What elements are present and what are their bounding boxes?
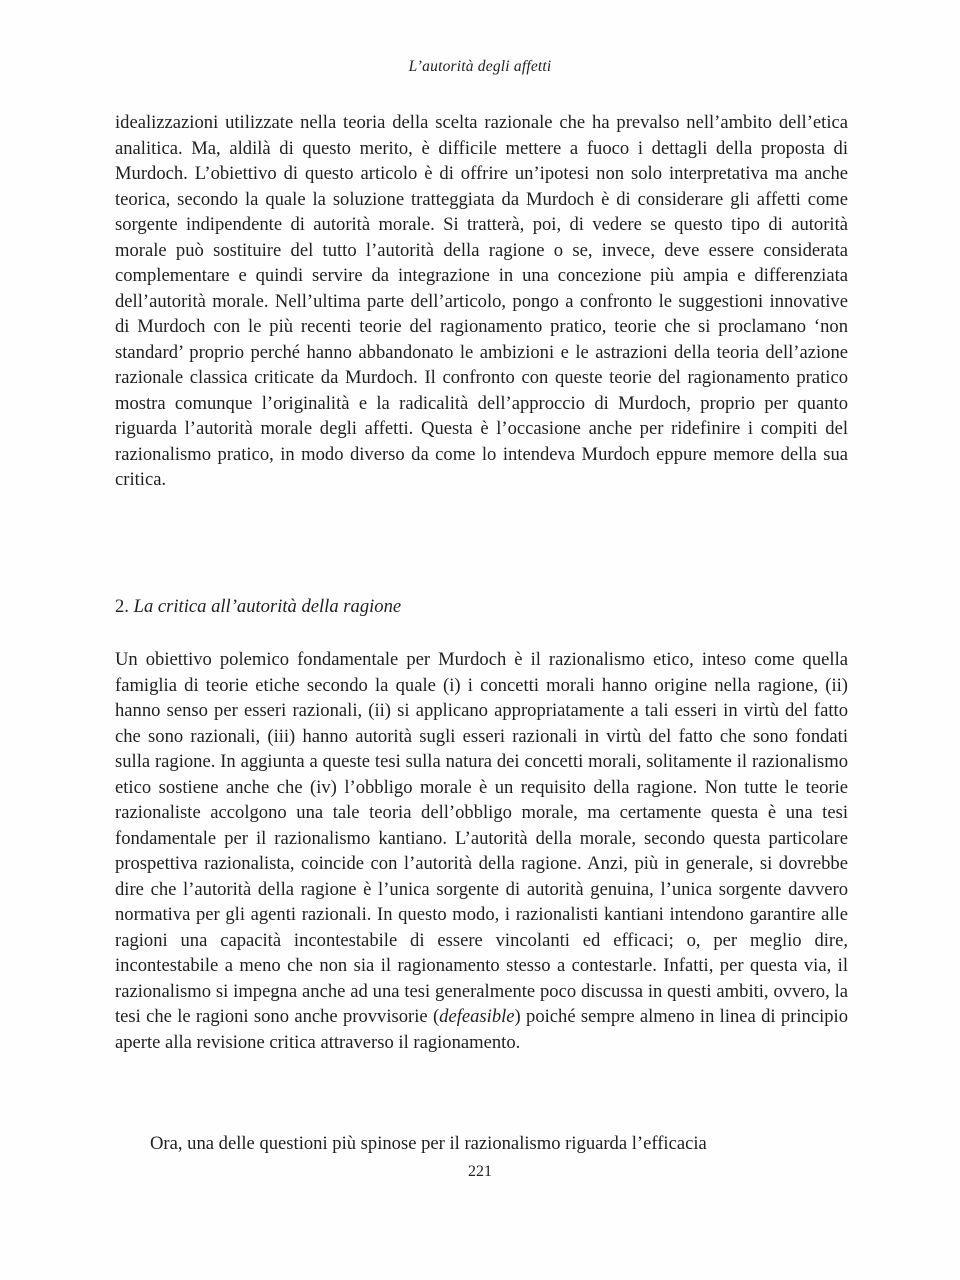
paragraph-text: Ora, una delle questioni più spinose per il razionalismo riguarda l’efficacia bbox=[150, 1133, 707, 1154]
section-number: 2. bbox=[115, 596, 129, 617]
page-number: 221 bbox=[468, 1163, 492, 1180]
emphasized-term: defeasible bbox=[439, 1006, 515, 1027]
body-paragraph bbox=[115, 1131, 848, 1157]
body-paragraph bbox=[115, 647, 848, 1055]
paragraph-text: idealizzazioni utilizzate nella teoria della scelta razionale che ha prevalso nell’ambito dell’etica analitica. Ma, aldilà di questo merito, è difficile mettere a fuoco i dettagli della proposta di Murdoch. L’obiettivo di questo articolo è di offrire un’ipotesi non solo interpretativa ma anche teorica, secondo la quale la soluzione tratteggiata da Murdoch è di considerare gli affetti come sorgente indipendente di autorità morale. Si tratterà, poi, di vedere se questo tipo di autorità morale può sostituire del tutto l’autorità della ragione o se, invece, deve essere considerata complementare e quindi servire da integrazione in una concezione più ampia e differenziata dell’autorità morale. Nell’ultima parte dell’articolo, pongo a confronto le suggestioni innovative di Murdoch con le più recenti teorie del ragionamento pratico, teorie che si proclamano ‘non standard’ proprio perché hanno abbandonato le ambizioni e le astrazioni della teoria dell’azione razionale classica criticate da Murdoch. Il confronto con queste teorie del ragionamento pratico mostra comunque l’originalità e la radicalità dell’approccio di Murdoch, proprio per quanto riguarda l’autorità morale degli affetti. Questa è l’occasione anche per ridefinire i compiti del razionalismo pratico, in modo diverso da come lo intendeva Murdoch eppure memore della sua critica. bbox=[115, 112, 848, 490]
section-heading bbox=[115, 594, 848, 620]
paragraph-text bbox=[115, 647, 848, 1055]
running-header: L’autorità degli affetti bbox=[408, 58, 552, 75]
paragraph-text-part: Un obiettivo polemico fondamentale per Murdoch è il razionalismo etico, inteso come quella famiglia di teorie etiche secondo la quale (i) i concetti morali hanno origine nella ragione, (ii) hanno senso per esseri razionali, (ii) si applicano appropriatamente a tali esseri in virtù del fatto che sono razionali, (iii) hanno autorità sugli esseri razionali in virtù del fatto che sono fondati sulla ragione. In aggiunta a queste tesi sulla natura dei concetti morali, solitamente il razionalismo etico sostiene anche che (iv) l’obbligo morale è un requisito della ragione. Non tutte le teorie razionaliste accolgono una tale teoria dell’obbligo morale, ma certamente questa è una tesi fondamentale per il razionalismo kantiano. L’autorità della morale, secondo questa particolare prospettiva razionalista, coincide con l’autorità della ragione. Anzi, più in generale, si dovrebbe dire che l’autorità della ragione è l’unica sorgente di autorità genuina, l’unica sorgente davvero normativa per gli agenti razionali. In questo modo, i razionalisti kantiani intendono garantire alle ragioni una capacità incontestabile di essere vincolanti ed efficaci; o, per meglio dire, incontestabile a meno che non sia il ragionamento stesso a contestarle. Infatti, per questa via, il razionalismo si impegna anche ad una tesi generalmente poco discussa in questi ambiti, ovvero, la tesi che le ragioni sono anche provvisorie ( bbox=[115, 649, 848, 1027]
body-paragraph bbox=[115, 110, 848, 493]
paragraph-text-part: ) poiché sempre almeno in linea di principio aperte alla revisione critica attraverso il ragionamento. bbox=[115, 1006, 848, 1053]
section-title: La critica all’autorità della ragione bbox=[133, 596, 402, 617]
